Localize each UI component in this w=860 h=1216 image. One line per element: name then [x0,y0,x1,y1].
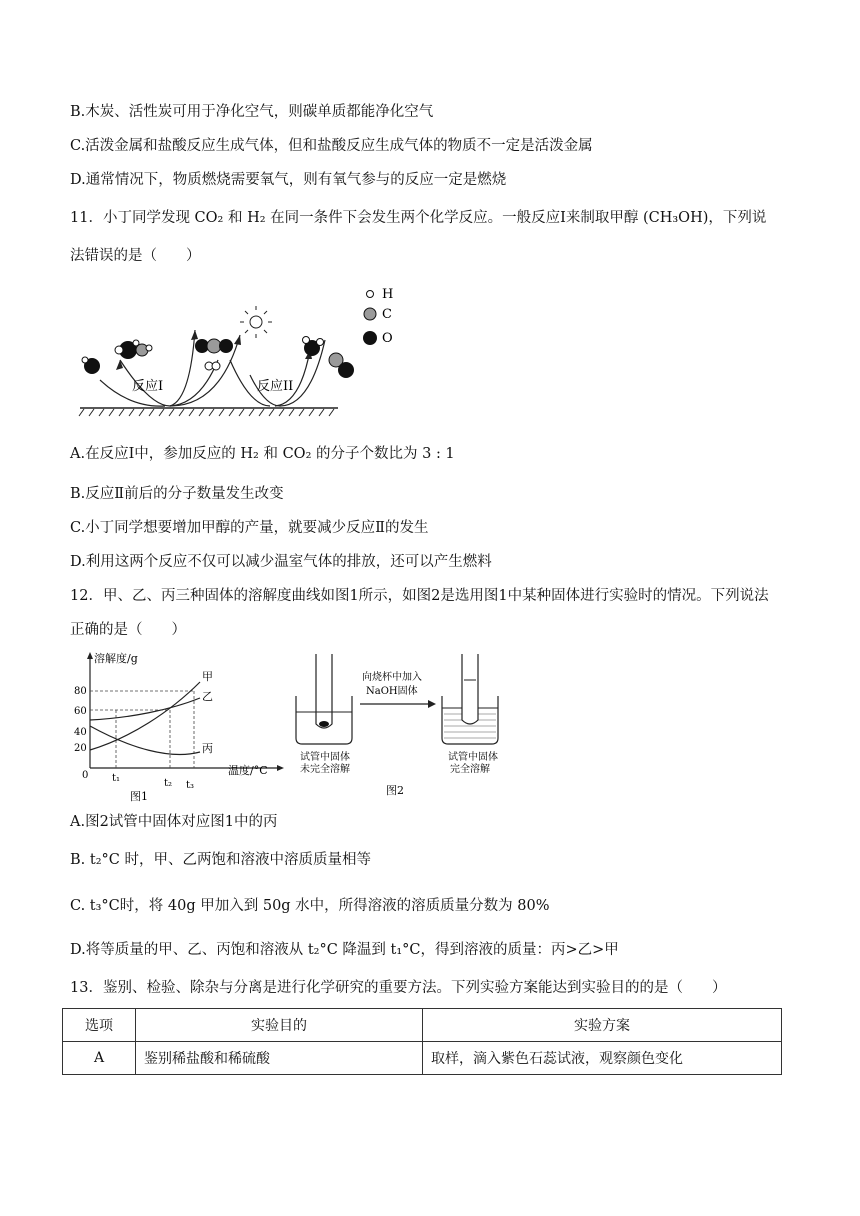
series-label-yi: 乙 [202,690,213,703]
svg-text:C: C [382,307,392,322]
x-tick: t₂ [164,778,173,789]
y-axis-label: 溶解度/g [94,652,138,665]
figure-2-caption: 图2 [386,784,404,797]
x-tick: t₃ [186,780,195,791]
series-label-bing: 丙 [202,742,213,755]
question-13-stem: 13．鉴别、检验、除杂与分离是进行化学研究的重要方法。下列实验方案能达到实验目的的是（ ） [70,980,727,996]
question-11-stem-cont: 法错误的是（ ） [70,248,201,264]
option-10d: D.通常情况下，物质燃烧需要氧气，则有氧气参与的反应一定是燃烧 [70,172,507,188]
left-caption-line1: 试管中固体 [300,752,350,763]
option-12d: D.将等质量的甲、乙、丙饱和溶液从 t₂°C 降温到 t₁°C，得到溶液的质量：丙>乙>甲 [70,942,619,958]
header-option: 选项 [63,1009,136,1042]
x-tick: t₁ [112,773,121,784]
right-caption-line1: 试管中固体 [448,752,498,763]
question-11-stem: 11．小丁同学发现 CO₂ 和 H₂ 在同一条件下会发生两个化学反应。一般反应I来制取甲醇 (CH₃OH)，下列说 [70,210,767,226]
option-12b: B. t₂°C 时，甲、乙两饱和溶液中溶质质量相等 [70,852,371,868]
option-11a: A.在反应I中，参加反应的 H₂ 和 CO₂ 的分子个数比为 3 : 1 [70,446,455,462]
right-caption-line2: 完全溶解 [450,764,490,775]
curve-bing [90,726,200,754]
header-plan: 实验方案 [423,1009,782,1042]
header-purpose: 实验目的 [136,1009,423,1042]
svg-text:0: 0 [82,770,89,781]
option-10c: C.活泼金属和盐酸反应生成气体，但和盐酸反应生成气体的物质不一定是活泼金属 [70,138,593,154]
solubility-chart [70,648,290,808]
table-row [63,1042,782,1075]
cell-option: A [63,1042,136,1075]
question-12-stem-cont: 正确的是（ ） [70,622,186,638]
option-10b: B.木炭、活性炭可用于净化空气，则碳单质都能净化空气 [70,104,434,120]
series-label-jia: 甲 [202,670,213,683]
cell-purpose: 鉴别稀盐酸和稀硫酸 [136,1042,423,1075]
atom-legend [363,287,393,346]
y-tick: 80 [74,686,87,697]
y-tick: 40 [74,727,87,738]
option-11b: B.反应Ⅱ前后的分子数量发生改变 [70,486,284,502]
question-12-stem: 12．甲、乙、丙三种固体的溶解度曲线如图1所示，如图2是选用图1中某种固体进行实验时的情况。下列说法 [70,588,769,604]
table-header [63,1009,782,1042]
y-tick: 60 [74,706,87,717]
arrow-label-line1: 向烧杯中加入 [362,672,422,683]
option-12c: C. t₃°C时，将 40g 甲加入到 50g 水中，所得溶液的溶质质量分数为 80% [70,898,550,914]
curve-yi [90,698,200,720]
arrow-label-line2: NaOH固体 [366,686,418,697]
x-axis-label: 温度/°C [228,764,268,777]
figure-1-caption: 图1 [130,790,148,803]
svg-text:O: O [382,331,393,346]
option-11d: D.利用这两个反应不仅可以减少温室气体的排放，还可以产生燃料 [70,554,492,570]
experiment-table [62,1008,782,1075]
option-11c: C.小丁同学想要增加甲醇的产量，就要减少反应Ⅱ的发生 [70,520,429,536]
reaction-2-label: 反应II [257,379,294,394]
experiment-figure [290,648,510,808]
reaction-1-label: 反应I [132,379,164,394]
sun-icon [240,306,272,338]
option-12a: A.图2试管中固体对应图1中的丙 [70,814,278,830]
left-caption-line2: 未完全溶解 [300,764,350,775]
svg-text:H: H [382,287,394,302]
curve-jia [90,682,200,750]
y-tick: 20 [74,743,87,754]
reaction-diagram [70,280,410,420]
cell-plan: 取样，滴入紫色石蕊试液，观察颜色变化 [423,1042,782,1075]
